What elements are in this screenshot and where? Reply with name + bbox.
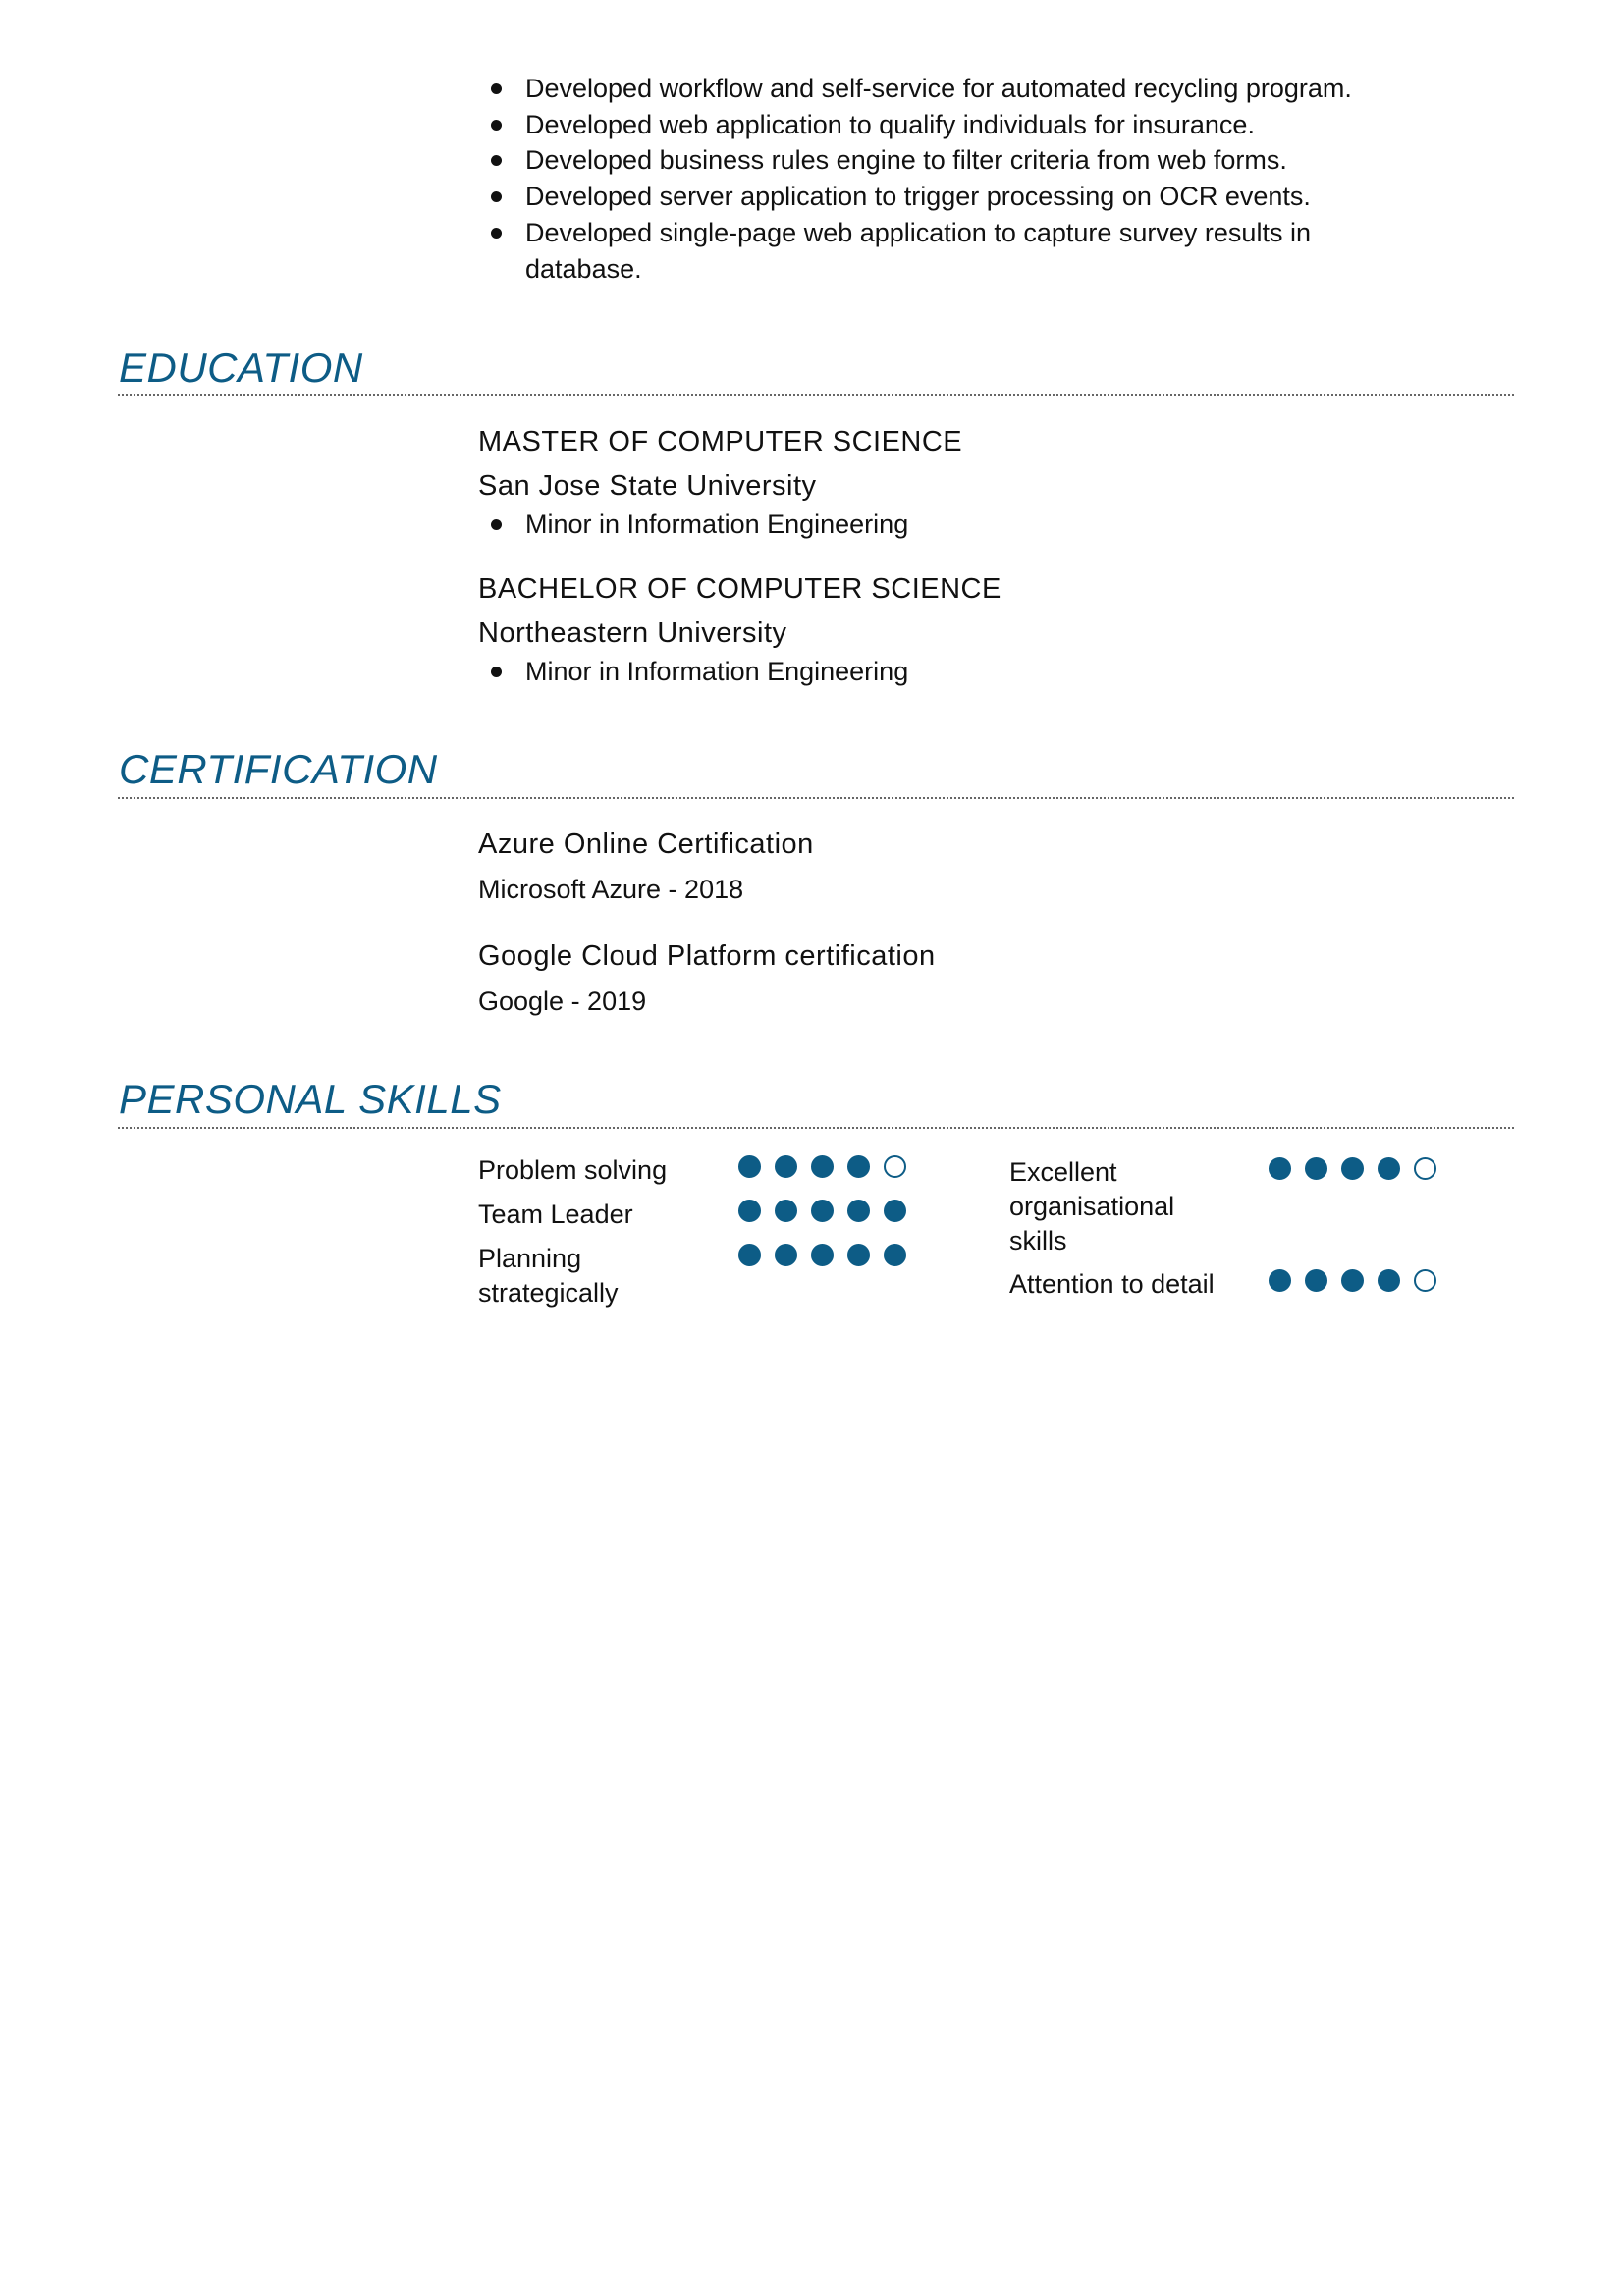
skill-label: organisational (1009, 1192, 1175, 1221)
rating-dot-filled (847, 1244, 870, 1266)
skill-label: Team Leader (478, 1200, 633, 1229)
rating-dot-filled (884, 1200, 906, 1222)
rating-dot-filled (847, 1200, 870, 1222)
skill-rating (738, 1244, 906, 1266)
section-heading-education: EDUCATION (119, 345, 363, 391)
section-divider (118, 797, 1514, 799)
skill-label: Planning (478, 1244, 582, 1273)
rating-dot-filled (1305, 1157, 1327, 1180)
rating-dot-filled (1305, 1269, 1327, 1292)
school-name: San Jose State University (478, 470, 817, 502)
rating-dot-filled (1378, 1157, 1400, 1180)
bullet-text: Developed workflow and self-service for automated recycling program. (525, 74, 1352, 103)
degree-title: BACHELOR OF COMPUTER SCIENCE (478, 573, 1001, 605)
certification-issuer: Google - 2019 (478, 987, 647, 1016)
rating-dot-filled (811, 1200, 834, 1222)
bullet-text: Minor in Information Engineering (525, 509, 909, 539)
skill-label: skills (1009, 1226, 1067, 1255)
rating-dot-filled (775, 1200, 797, 1222)
bullet-text: Developed business rules engine to filter criteria from web forms. (525, 145, 1287, 175)
skill-rating (738, 1155, 906, 1178)
skill-rating (738, 1200, 906, 1222)
skill-label: strategically (478, 1278, 619, 1308)
rating-dot-filled (847, 1155, 870, 1178)
section-heading-certification: CERTIFICATION (119, 746, 438, 792)
rating-dot-filled (1269, 1157, 1291, 1180)
rating-dot-filled (738, 1244, 761, 1266)
skill-label: Attention to detail (1009, 1269, 1215, 1299)
rating-dot-empty (1414, 1157, 1436, 1180)
rating-dot-filled (811, 1244, 834, 1266)
rating-dot-filled (1341, 1157, 1364, 1180)
rating-dot-filled (1378, 1269, 1400, 1292)
rating-dot-empty (1414, 1269, 1436, 1292)
skill-rating (1269, 1157, 1436, 1180)
rating-dot-filled (738, 1200, 761, 1222)
rating-dot-filled (738, 1155, 761, 1178)
bullet-text: Developed web application to qualify individuals for insurance. (525, 110, 1255, 139)
certification-name: Azure Online Certification (478, 828, 814, 860)
bullet-text: Developed server application to trigger processing on OCR events. (525, 182, 1311, 211)
section-heading-personal-skills: PERSONAL SKILLS (119, 1076, 502, 1122)
rating-dot-filled (884, 1244, 906, 1266)
rating-dot-filled (775, 1155, 797, 1178)
rating-dot-filled (775, 1244, 797, 1266)
school-name: Northeastern University (478, 617, 787, 649)
certification-name: Google Cloud Platform certification (478, 940, 936, 972)
bullet-text: Minor in Information Engineering (525, 657, 909, 686)
bullet-text: Developed single-page web application to capture survey results in (525, 218, 1311, 247)
section-divider (118, 1127, 1514, 1129)
section-divider (118, 394, 1514, 396)
certification-issuer: Microsoft Azure - 2018 (478, 875, 744, 904)
degree-title: MASTER OF COMPUTER SCIENCE (478, 426, 963, 457)
rating-dot-filled (1269, 1269, 1291, 1292)
skill-label: Excellent (1009, 1157, 1117, 1187)
skill-label: Problem solving (478, 1155, 668, 1185)
rating-dot-empty (884, 1155, 906, 1178)
rating-dot-filled (1341, 1269, 1364, 1292)
skill-rating (1269, 1269, 1436, 1292)
bullet-text-continued: database. (525, 254, 642, 284)
rating-dot-filled (811, 1155, 834, 1178)
